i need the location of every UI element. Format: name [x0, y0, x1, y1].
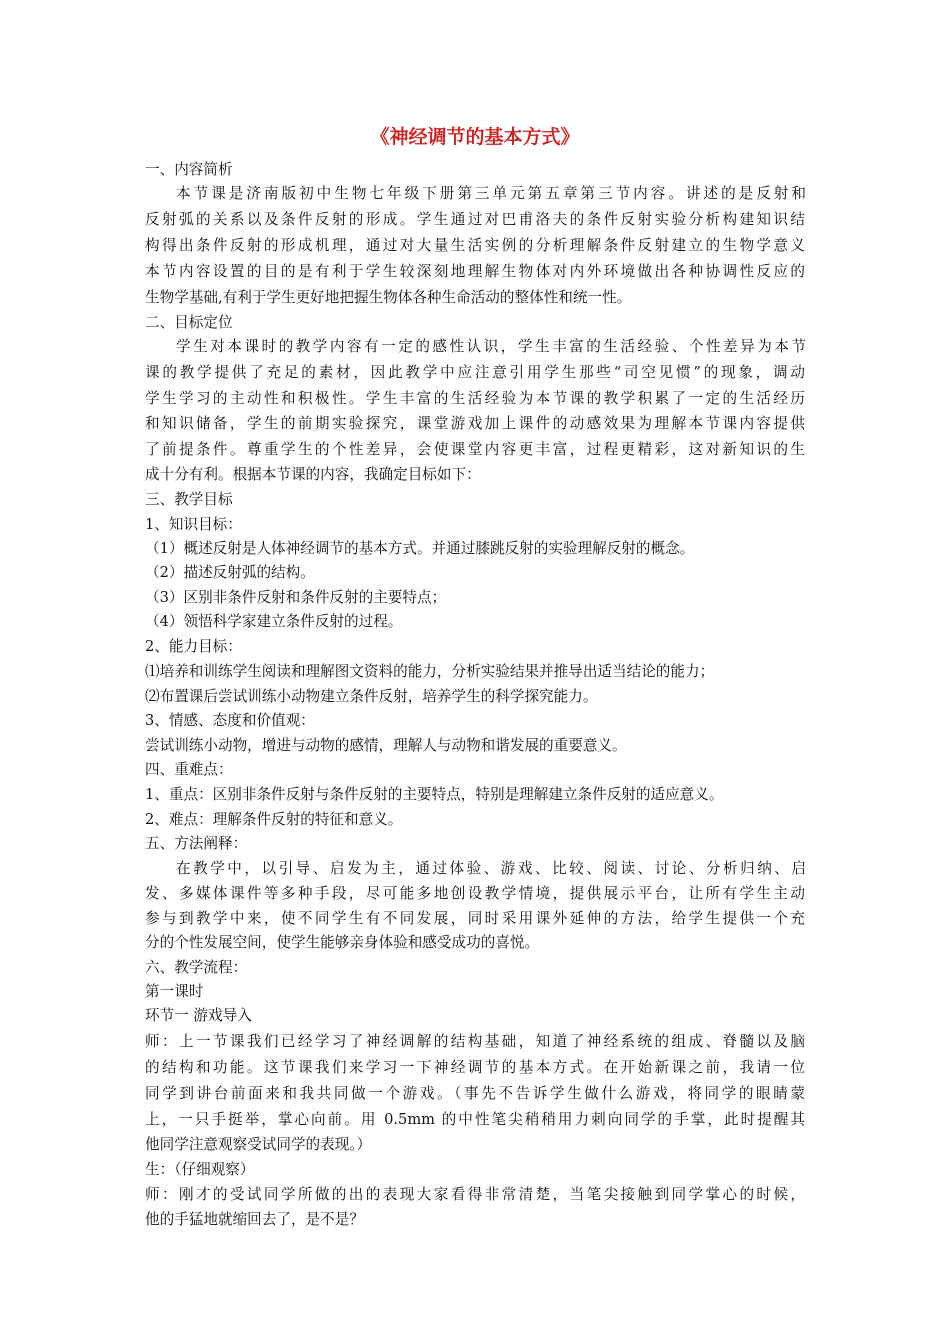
text-line: 尝试训练小动物，增进与动物的感情，理解人与动物和谐发展的重要意义。	[145, 737, 627, 754]
text-line: 成十分有利。根据本节课的内容，我确定目标如下：	[145, 466, 481, 483]
text-line: 同学到讲台前面来和我共同做一个游戏。（事先不告诉学生做什么游戏，将同学的眼睛蒙	[145, 1085, 805, 1102]
text-line: 构得出条件反射的形成机理，通过对大量生活实例的分析理解条件反射建立的生物学意义	[145, 237, 805, 254]
text-line: 2、难点：理解条件反射的特征和意义。	[145, 811, 403, 828]
text-line: （3）区别非条件反射和条件反射的主要特点；	[145, 589, 447, 606]
text-line: 四、重难点：	[145, 761, 233, 778]
text-line: 3、情感、态度和价值观：	[145, 712, 315, 729]
text-line: 五、方法阐释：	[145, 835, 248, 852]
text-line: 师：刚才的受试同学所做的出的表现大家看得非常清楚，当笔尖接触到同学掌心的时候，	[145, 1186, 805, 1203]
text-line: 二、目标定位	[145, 314, 233, 331]
text-line: 和知识储备，学生的前期实验探究，课堂游戏加上课件的动感效果为理解本节课内容提供	[145, 415, 805, 432]
text-line: 本节内容设置的目的是有利于学生较深刻地理解生物体对内外环境做出各种协调性反应的	[145, 263, 805, 280]
text-line: 生：（仔细观察）	[145, 1161, 255, 1178]
document-title: 《神经调节的基本方式》	[370, 126, 580, 148]
text-line: 三、教学目标	[145, 491, 233, 508]
text-line: 1、知识目标：	[145, 516, 242, 533]
text-line: ⑵布置课后尝试训练小动物建立条件反射，培养学生的科学探究能力。	[145, 688, 598, 705]
text-line: （1）概述反射是人体神经调节的基本方式。并通过膝跳反射的实验理解反射的概念。	[145, 540, 695, 557]
text-line: 了前提条件。尊重学生的个性差异，会使课堂内容更丰富，过程更精彩，这对新知识的生	[145, 441, 805, 458]
text-line: 一、内容简析	[145, 161, 233, 178]
text-line: 第一课时	[145, 983, 204, 1000]
text-line: 1、重点：区别非条件反射与条件反射的主要特点，特别是理解建立条件反射的适应意义。	[145, 786, 724, 803]
text-line: 学生对本课时的教学内容有一定的感性认识，学生丰富的生活经验、个性差异为本节	[176, 338, 806, 355]
text-line: 师：上一节课我们已经学习了神经调解的结构基础，知道了神经系统的组成、脊髓以及脑	[145, 1033, 805, 1050]
text-line: 分的个性发展空间，使学生能够亲身体验和感受成功的喜悦。	[145, 934, 540, 951]
text-line: 学生学习的主动性和积极性。学生丰富的生活经验为本节课的教学积累了一定的生活经历	[145, 390, 805, 407]
text-line: 生物学基础,有利于学生更好地把握生物体各种生命活动的整体性和统一性。	[145, 289, 632, 306]
text-line: 六、教学流程：	[145, 959, 248, 976]
text-line: 的结构和功能。这节课我们来学习一下神经调节的基本方式。在开始新课之前，我请一位	[145, 1059, 805, 1076]
text-line: 参与到教学中来，使不同学生有不同发展，同时采用课外延伸的方法，给学生提供一个充	[145, 910, 805, 927]
text-line: 上，一只手挺举，掌心向前。用 0.5mm 的中性笔尖稍稍用力刺向同学的手掌，此时提醒其	[145, 1111, 805, 1128]
text-line: 发、多媒体课件等多种手段，尽可能多地创设教学情境，提供展示平台，让所有学生主动	[145, 885, 805, 902]
text-line: 本节课是济南版初中生物七年级下册第三单元第五章第三节内容。讲述的是反射和	[176, 185, 806, 202]
text-line: 他同学注意观察受试同学的表现。）	[145, 1136, 372, 1153]
text-line: 课的教学提供了充足的素材，因此教学中应注意引用学生那些“司空见惯”的现象，调动	[145, 364, 805, 381]
text-line: （2）描述反射弧的结构。	[145, 564, 315, 581]
text-line: 反射弧的关系以及条件反射的形成。学生通过对巴甫洛夫的条件反射实验分析构建知识结	[145, 211, 805, 228]
text-line: 环节一 游戏导入	[145, 1007, 252, 1024]
text-line: ⑴培养和训练学生阅读和理解图文资料的能力，分析实验结果并推导出适当结论的能力；	[145, 663, 715, 680]
text-line: 他的手猛地就缩回去了，是不是？	[145, 1211, 364, 1228]
text-line: （4）领悟科学家建立条件反射的过程。	[145, 613, 403, 630]
text-line: 2、能力目标：	[145, 638, 242, 655]
text-line: 在教学中，以引导、启发为主，通过体验、游戏、比较、阅读、讨论、分析归纳、启	[176, 860, 806, 877]
